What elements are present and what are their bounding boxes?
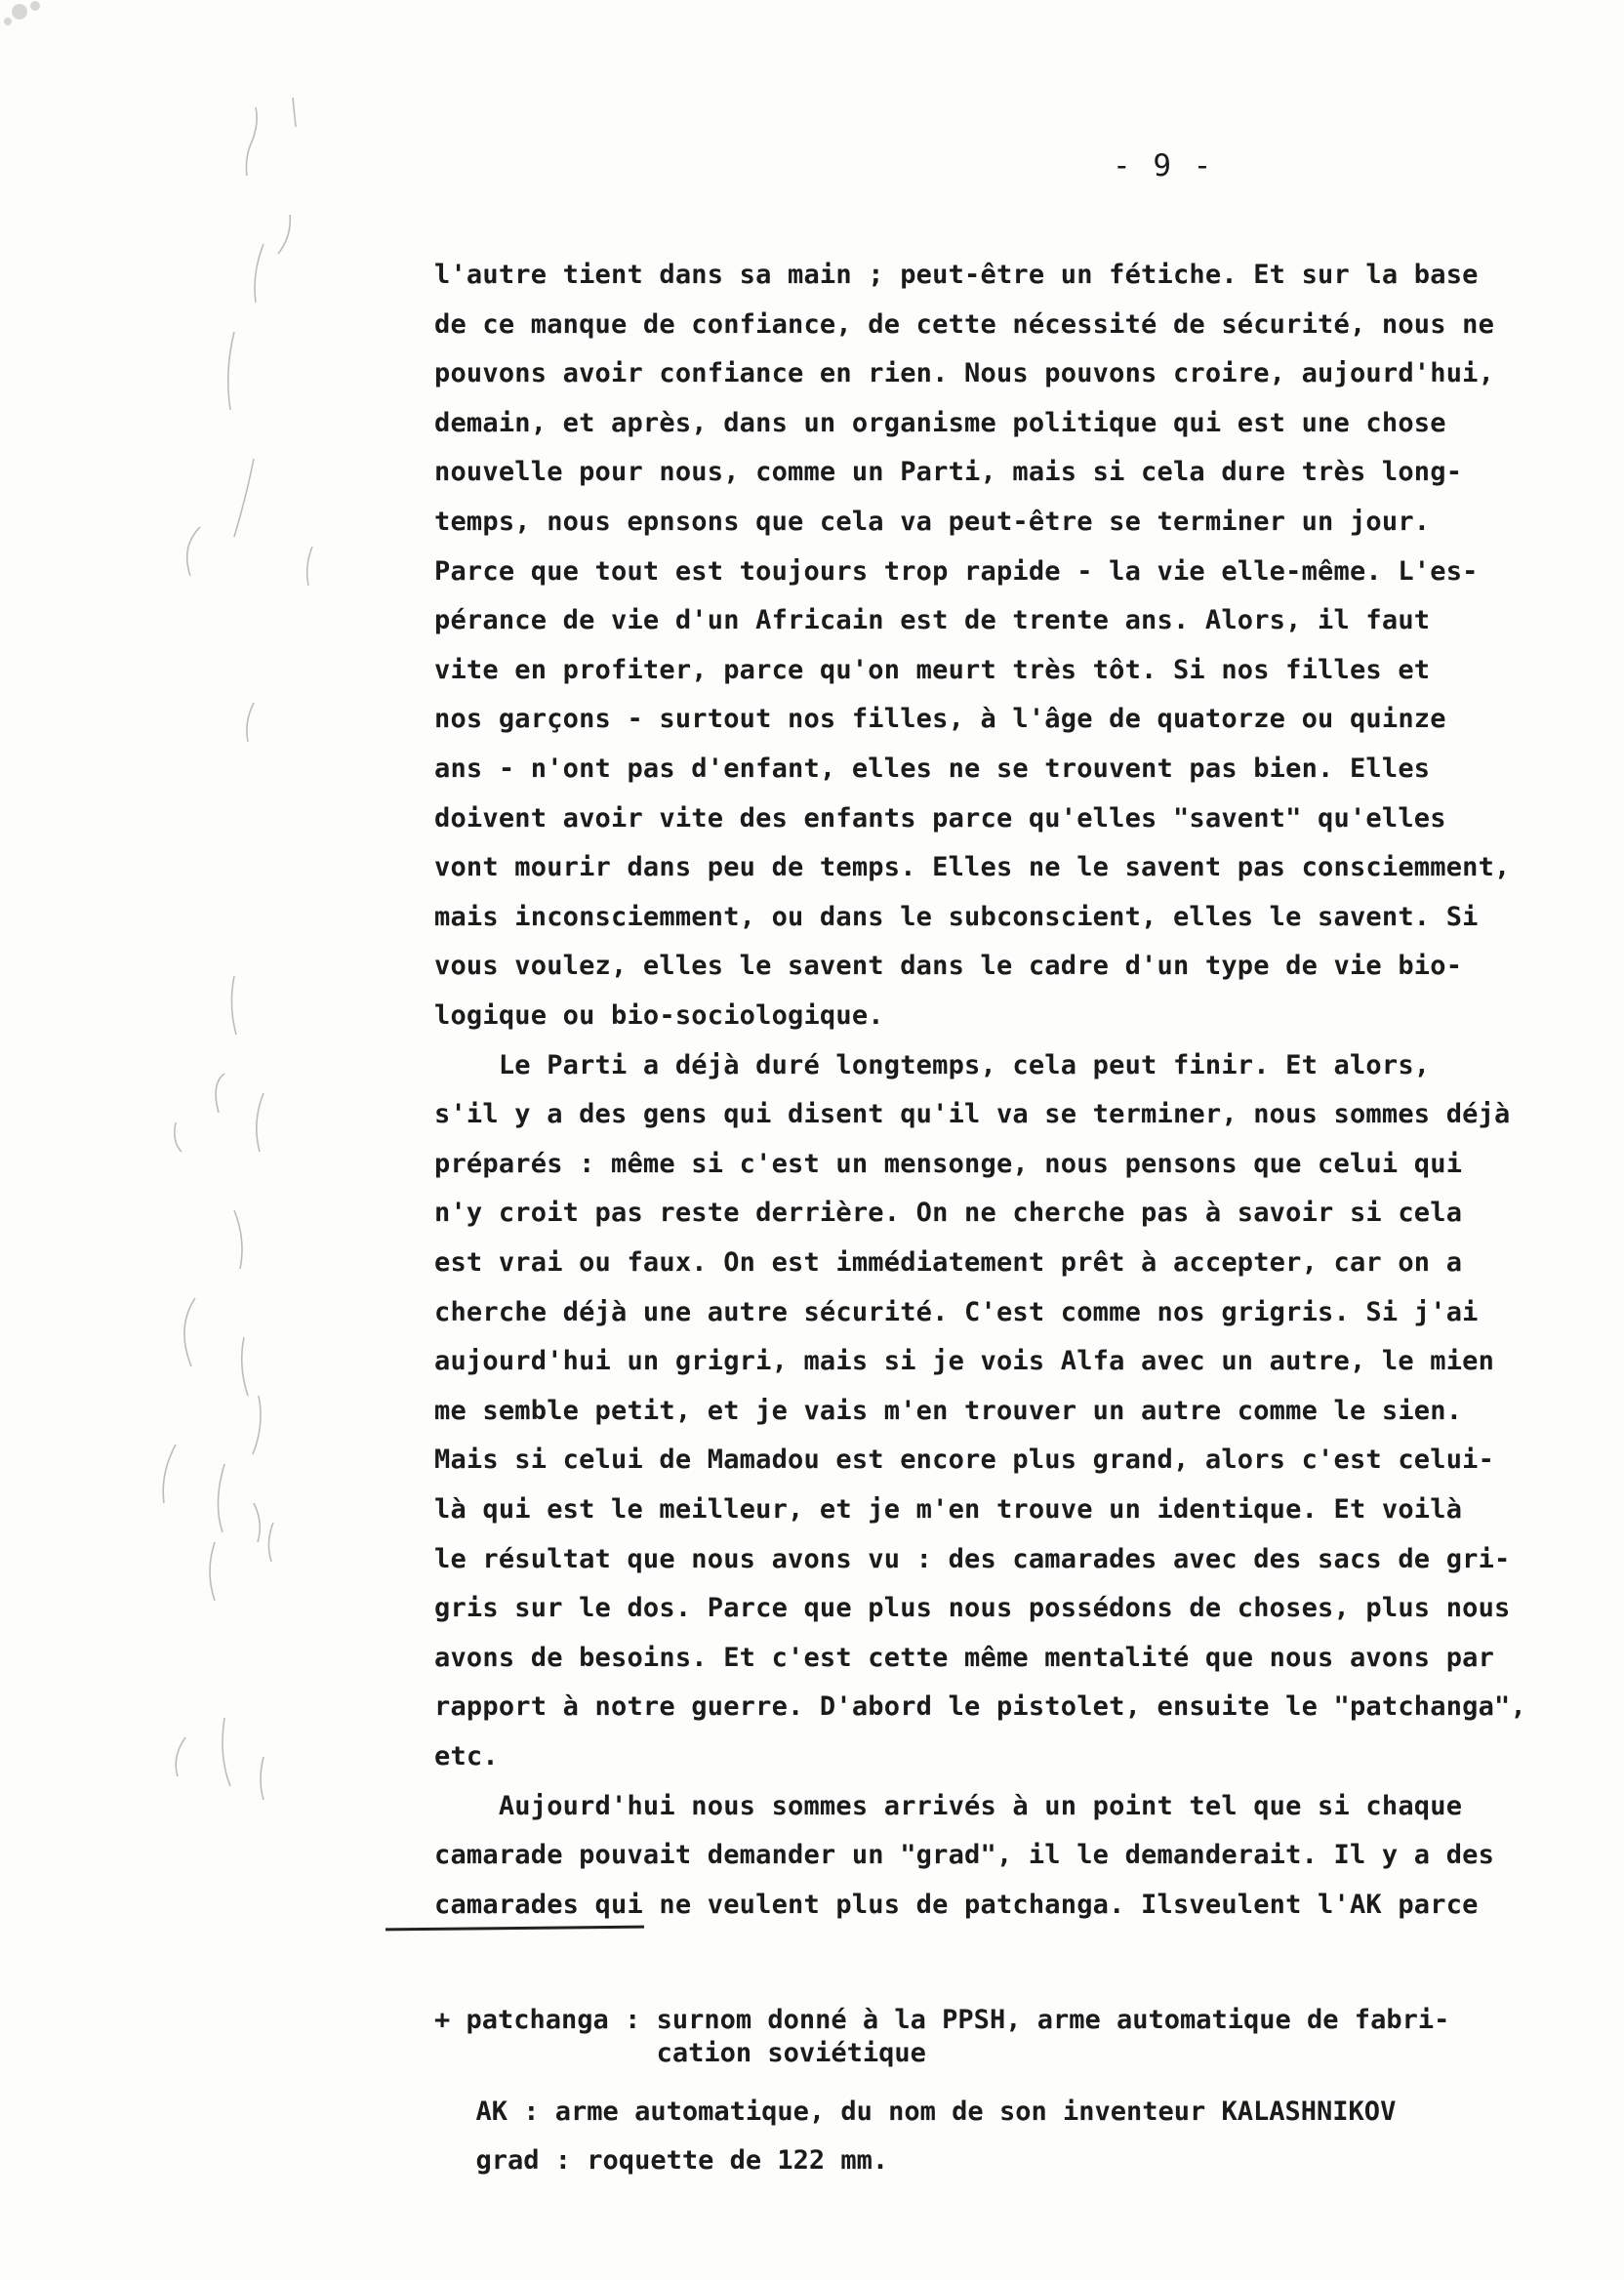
text-line: le résultat que nous avons vu : des camarades avec des sacs de gri-	[434, 1543, 1511, 1574]
text-line: camarades qui ne veulent plus de patchanga. Ilsveulent l'AK parce	[434, 1889, 1479, 1920]
text-line: vite en profiter, parce qu'on meurt très tôt. Si nos filles et	[434, 654, 1431, 685]
text-line: n'y croit pas reste derrière. On ne cherche pas à savoir si cela	[434, 1198, 1463, 1229]
footnote-separator	[386, 1926, 644, 1932]
text-line: demain, et après, dans un organisme politique qui est une chose	[434, 407, 1446, 438]
text-line: préparés : même si c'est un mensonge, nous pensons que celui qui	[434, 1148, 1463, 1179]
text-line: s'il y a des gens qui disent qu'il va se terminer, nous sommes déjà	[434, 1099, 1511, 1130]
text-line: aujourd'hui un grigri, mais si je vois Alfa avec un autre, le mien	[434, 1346, 1495, 1377]
pencil-marks	[0, 0, 410, 2280]
text-line: avons de besoins. Et c'est cette même mentalité que nous avons par	[434, 1642, 1495, 1673]
page-number: - 9 -	[1113, 148, 1214, 183]
text-line: cherche déjà une autre sécurité. C'est comme nos grigris. Si j'ai	[434, 1296, 1479, 1327]
footnote-line: cation soviétique	[434, 2038, 926, 2068]
text-line: de ce manque de confiance, de cette nécessité de sécurité, nous ne	[434, 308, 1495, 340]
text-line: Mais si celui de Mamadou est encore plus grand, alors c'est celui-	[434, 1445, 1495, 1476]
text-line: l'autre tient dans sa main ; peut-être un fétiche. Et sur la base	[434, 260, 1479, 290]
footnote-line: AK : arme automatique, du nom de son inventeur KALASHNIKOV	[444, 2097, 1397, 2127]
text-line: Parce que tout est toujours trop rapide - la vie elle-même. L'es-	[434, 555, 1479, 587]
text-line: temps, nous epnsons que cela va peut-être se terminer un jour.	[434, 507, 1431, 537]
text-line: pérance de vie d'un Africain est de trente ans. Alors, il faut	[434, 605, 1431, 636]
text-line: me semble petit, et je vais m'en trouver un autre comme le sien.	[434, 1395, 1463, 1426]
text-line: doivent avoir vite des enfants parce qu'elles "savent" qu'elles	[434, 802, 1446, 834]
text-line: vous voulez, elles le savent dans le cadre d'un type de vie bio-	[434, 951, 1463, 982]
text-line: logique ou bio-sociologique.	[434, 1000, 884, 1031]
text-line: est vrai ou faux. On est immédiatement prêt à accepter, car on a	[434, 1247, 1463, 1278]
text-line: Aujourd'hui nous sommes arrivés à un point tel que si chaque	[434, 1790, 1463, 1821]
text-line: etc.	[434, 1741, 499, 1771]
text-line: gris sur le dos. Parce que plus nous possédons de choses, plus nous	[434, 1593, 1511, 1624]
text-line: nouvelle pour nous, comme un Parti, mais si cela dure très long-	[434, 457, 1463, 488]
text-line: là qui est le meilleur, et je m'en trouve un identique. Et voilà	[434, 1494, 1463, 1525]
text-line: Le Parti a déjà duré longtemps, cela peut finir. Et alors,	[434, 1049, 1431, 1080]
footnote-line: + patchanga : surnom donné à la PPSH, arme automatique de fabri-	[434, 2005, 1450, 2035]
text-line: rapport à notre guerre. D'abord le pistolet, ensuite le "patchanga",	[434, 1691, 1526, 1723]
text-line: nos garçons - surtout nos filles, à l'âge de quatorze ou quinze	[434, 704, 1446, 735]
footnote-line: grad : roquette de 122 mm.	[444, 2145, 889, 2176]
text-line: pouvons avoir confiance en rien. Nous pouvons croire, aujourd'hui,	[434, 358, 1495, 389]
text-line: mais inconsciemment, ou dans le subconscient, elles le savent. Si	[434, 901, 1479, 932]
text-line: ans - n'ont pas d'enfant, elles ne se trouvent pas bien. Elles	[434, 753, 1431, 784]
text-line: camarade pouvait demander un "grad", il le demanderait. Il y a des	[434, 1840, 1495, 1871]
text-line: vont mourir dans peu de temps. Elles ne le savent pas consciemment,	[434, 852, 1511, 883]
